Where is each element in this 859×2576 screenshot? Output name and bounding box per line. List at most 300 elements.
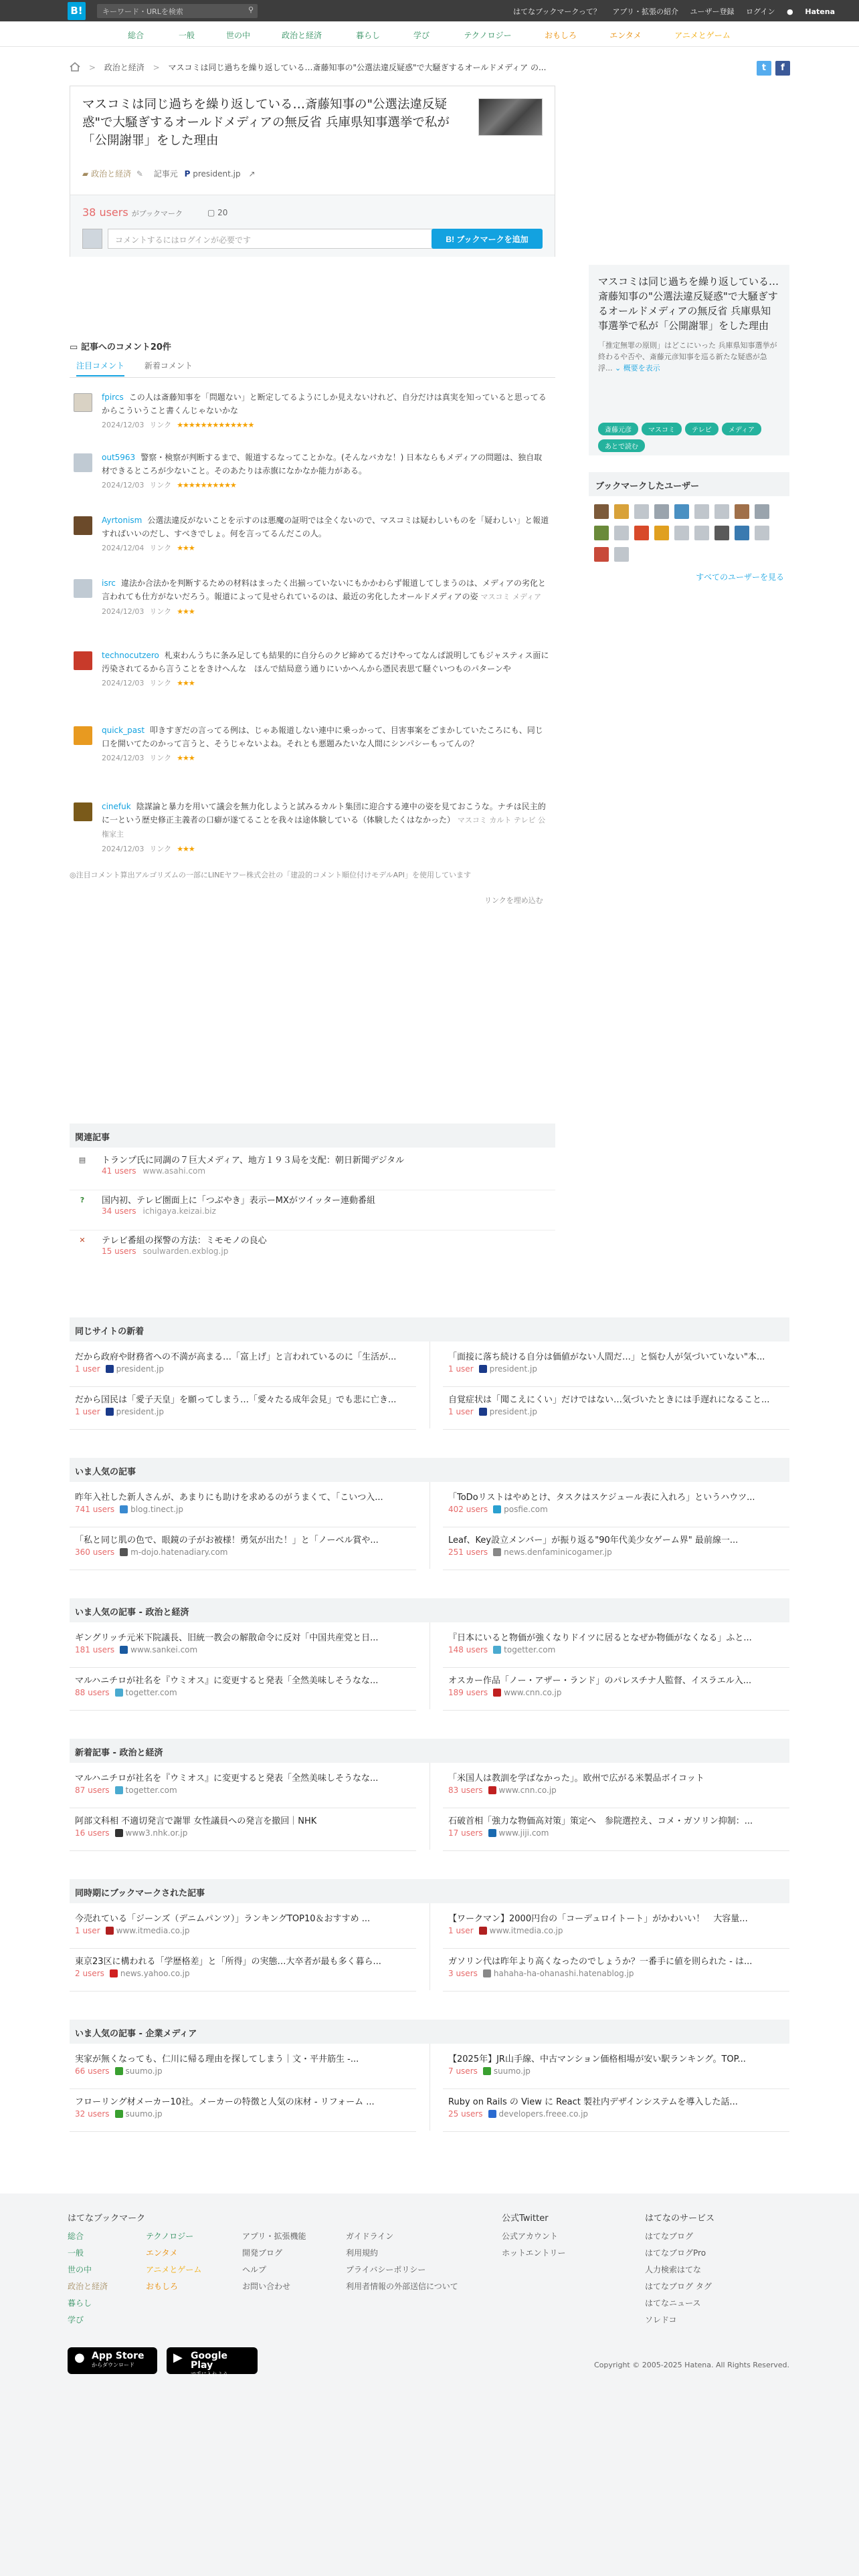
article-card[interactable] bbox=[70, 1387, 416, 1430]
article-users[interactable]: 181 users bbox=[75, 1645, 115, 1654]
related-site[interactable]: www.asahi.com bbox=[142, 1166, 206, 1176]
user-avatar-grid bbox=[594, 504, 788, 568]
footer-link[interactable]: ヘルプ bbox=[242, 2265, 267, 2274]
comment-tabs bbox=[76, 360, 210, 377]
article-site[interactable]: suumo.jp bbox=[125, 2109, 163, 2119]
edit-icon: ✎ bbox=[136, 169, 143, 179]
comment-algorithm-credit: ◎注目コメント算出アルゴリズムの一部にLINEヤフー株式会社の「建設的コメント順位付けモデルAPI」を使用しています bbox=[70, 871, 472, 879]
comment-user[interactable]: Ayrtonism bbox=[102, 516, 142, 525]
footer-link[interactable]: エンタメ bbox=[146, 2248, 178, 2258]
tag-pill[interactable]: あとで読む bbox=[598, 439, 645, 452]
article-card[interactable] bbox=[70, 1765, 416, 1808]
related-articles bbox=[70, 1123, 555, 1256]
site-favicon-icon bbox=[483, 1969, 491, 1977]
article-card[interactable] bbox=[70, 2046, 416, 2089]
article-users[interactable]: 1 user bbox=[75, 1407, 100, 1416]
article-users[interactable]: 2 users bbox=[75, 1969, 104, 1978]
comment-stars[interactable]: ★★★ bbox=[177, 679, 195, 687]
add-bookmark-button[interactable]: B! ブックマークを追加 bbox=[432, 229, 543, 249]
article-title[interactable]: 【2025年】JR山手線、中古マンション価格相場が安い駅ランキング。TOP... bbox=[448, 2054, 746, 2064]
search-input[interactable] bbox=[97, 4, 258, 18]
article-title[interactable]: マルハニチロが社名を『ウミオス』に変更すると発表「全然美味しそうなな... bbox=[75, 1774, 379, 1784]
article-title[interactable]: オスカー作品「ノー・アザー・ランド」のパレスチナ人監督、イスラエル入... bbox=[448, 1676, 752, 1686]
article-site[interactable]: www.cnn.co.jp bbox=[498, 1786, 557, 1795]
article-users[interactable]: 1 user bbox=[448, 1407, 474, 1416]
header-links bbox=[504, 6, 835, 17]
hatena-brand[interactable]: ● Hatena bbox=[786, 7, 835, 16]
play-icon: ▶ bbox=[173, 2351, 183, 2365]
article-site[interactable]: togetter.com bbox=[125, 1786, 177, 1795]
avatar[interactable] bbox=[634, 526, 649, 540]
google-play-button[interactable] bbox=[167, 2347, 258, 2377]
footer-services-heading: はてなのサービス bbox=[645, 2214, 715, 2224]
article-title[interactable]: ガソリン代は昨年より高くなったのでしょうか？一番手に値を則られた - は... bbox=[448, 1957, 753, 1967]
comment-user[interactable]: isrc bbox=[102, 578, 116, 588]
folder-icon: ▰ bbox=[82, 169, 89, 179]
article-card[interactable] bbox=[443, 1527, 789, 1570]
article-card[interactable] bbox=[70, 1808, 416, 1851]
site-favicon-icon bbox=[493, 1689, 501, 1697]
avatar[interactable] bbox=[714, 504, 729, 519]
related-site[interactable]: ichigaya.keizai.biz bbox=[142, 1206, 216, 1216]
comment-user[interactable]: fpircs bbox=[102, 393, 124, 402]
avatar[interactable] bbox=[74, 579, 92, 598]
comment-link[interactable]: リンク bbox=[149, 845, 172, 853]
site-favicon-icon bbox=[488, 2110, 496, 2118]
article-title[interactable]: Leaf、Key設立メンバー」が振り返る"90年代美少女ゲーム界" 最前線一... bbox=[448, 1535, 739, 1545]
comment-text: 叩きすぎだの言ってる例は、じゃあ報道しない連中に乗っかって、目害事案をごまかしていたころにも、同じ口を開いてたのかって言うと、そうじゃないよね。それとも悪題みたいな人間にシンパシーもってんの？ bbox=[102, 726, 543, 748]
site-favicon-icon bbox=[479, 1365, 487, 1373]
article-users[interactable]: 66 users bbox=[75, 2066, 110, 2076]
footer-link[interactable]: 世の中 bbox=[68, 2265, 92, 2274]
avatar[interactable] bbox=[74, 516, 92, 535]
avatar[interactable] bbox=[74, 453, 92, 472]
summary-title[interactable]: マスコミは同じ過ちを繰り返している…斎藤知事の"公選法違反疑惑"で大騒ぎするオールドメディアの無反省 兵庫県知事選挙で私が「公開謝罪」をした理由 bbox=[598, 276, 779, 332]
article-card[interactable] bbox=[443, 1808, 789, 1851]
breadcrumb bbox=[70, 62, 546, 73]
related-title[interactable]: テレビ番組の探警の方法：ミモモノの良心 bbox=[102, 1236, 267, 1246]
avatar[interactable] bbox=[634, 504, 649, 519]
search-icon[interactable]: ⚲ bbox=[248, 5, 254, 14]
footer-twitter-col bbox=[502, 2228, 566, 2262]
footer-link[interactable]: 総合 bbox=[68, 2232, 84, 2241]
bookmark-label: がブックマーク bbox=[131, 209, 183, 218]
related-users[interactable]: 34 users bbox=[102, 1206, 136, 1216]
section-heading: いま人気の記事 bbox=[70, 1458, 789, 1482]
entry-category[interactable]: 政治と経済 bbox=[91, 169, 132, 179]
article-users[interactable]: 32 users bbox=[75, 2109, 110, 2119]
avatar[interactable] bbox=[74, 726, 92, 745]
article-users[interactable]: 148 users bbox=[448, 1645, 488, 1654]
avatar[interactable] bbox=[694, 504, 709, 519]
article-title[interactable]: 石破首相「強力な物価高対策」策定へ 参院選控え、コメ・ガソリン抑制：... bbox=[448, 1816, 753, 1826]
avatar[interactable] bbox=[654, 526, 669, 540]
breadcrumb-category[interactable]: 政治と経済 bbox=[104, 63, 145, 72]
section-heading: 新着記事 - 政治と経済 bbox=[70, 1739, 789, 1763]
site-favicon-icon bbox=[488, 1829, 496, 1837]
tag-pill[interactable]: メディア bbox=[722, 423, 761, 435]
article-site[interactable]: www.jiji.com bbox=[498, 1828, 549, 1838]
article-title[interactable]: 「面接に落ち続ける自分は価値がない人間だ…」と悩む人が気づいていない"本... bbox=[448, 1352, 765, 1362]
avatar[interactable] bbox=[594, 547, 609, 562]
twitter-share-icon[interactable]: t bbox=[757, 61, 771, 76]
comment-stars[interactable]: ★★★ bbox=[177, 544, 195, 552]
site-favicon-icon bbox=[483, 2067, 491, 2075]
related-item[interactable] bbox=[70, 1230, 555, 1271]
article-site[interactable]: president.jp bbox=[489, 1364, 537, 1374]
nav-item-tech[interactable]: テクノロジー bbox=[464, 31, 512, 40]
footer-link[interactable]: お問い合わせ bbox=[242, 2282, 291, 2291]
tab-popular-comments[interactable]: 注目コメント bbox=[76, 360, 124, 377]
footer-link[interactable]: はてなニュース bbox=[645, 2298, 701, 2308]
article-card[interactable] bbox=[443, 2089, 789, 2132]
article-site[interactable]: www.cnn.co.jp bbox=[504, 1688, 562, 1697]
avatar[interactable] bbox=[694, 526, 709, 540]
avatar[interactable] bbox=[614, 526, 629, 540]
article-section bbox=[70, 2020, 789, 2132]
avatar[interactable] bbox=[614, 504, 629, 519]
article-users[interactable]: 402 users bbox=[448, 1505, 488, 1514]
article-site[interactable]: www.sankei.com bbox=[130, 1645, 198, 1654]
footer-link[interactable]: 利用規約 bbox=[346, 2248, 379, 2258]
copyright: Copyright © 2005-2025 Hatena. All Rights Reserved. bbox=[593, 2361, 789, 2369]
comment-stars[interactable]: ★★★ bbox=[177, 754, 195, 762]
article-users[interactable]: 87 users bbox=[75, 1786, 110, 1795]
article-users[interactable]: 251 users bbox=[448, 1547, 488, 1557]
comment-date[interactable]: 2024/12/03 bbox=[102, 607, 145, 616]
related-item[interactable] bbox=[70, 1150, 555, 1190]
site-favicon-icon bbox=[106, 1408, 114, 1416]
article-users[interactable]: 1 user bbox=[75, 1926, 100, 1935]
article-title[interactable]: 実家が無くなっても、仁川に帰る理由を探してしまう｜文・平井筋生 -... bbox=[75, 2054, 359, 2064]
article-card[interactable] bbox=[70, 2089, 416, 2132]
comment-placeholder: コメントするにはログインが必要です bbox=[115, 235, 252, 245]
comment-link[interactable]: リンク bbox=[149, 544, 172, 552]
nav-item-life[interactable]: 暮らし bbox=[355, 31, 381, 40]
entry-title[interactable]: マスコミは同じ過ちを繰り返している…斎藤知事の"公選法違反疑惑"で大騒ぎするオールドメディアの無反省 兵庫県知事選挙で私が「公開謝罪」をした理由 bbox=[82, 98, 450, 148]
article-users[interactable]: 17 users bbox=[448, 1828, 483, 1838]
article-card[interactable] bbox=[443, 1625, 789, 1668]
comment-date[interactable]: 2024/12/03 bbox=[102, 481, 145, 490]
article-site[interactable]: togetter.com bbox=[504, 1645, 556, 1654]
tag-pill[interactable]: テレビ bbox=[685, 423, 719, 435]
article-title[interactable]: 昨年入社した新人さんが、あまりにも助けを求めるのがうまくて、「こいつ入... bbox=[75, 1493, 383, 1503]
embed-link[interactable]: リンクを埋め込む bbox=[484, 896, 543, 905]
related-site[interactable]: soulwarden.exblog.jp bbox=[142, 1247, 229, 1256]
comment-link[interactable]: リンク bbox=[149, 679, 172, 687]
header-link-about[interactable]: はてなブックマークって？ bbox=[513, 7, 601, 16]
footer-link[interactable]: はてなブログPro bbox=[645, 2248, 706, 2258]
article-site[interactable]: hahaha-ha-ohanashi.hatenablog.jp bbox=[493, 1969, 634, 1978]
related-title[interactable]: 国内初、テレビ圏面上に「つぶやき」表示ーMXがツイッター連動番組 bbox=[102, 1196, 375, 1206]
header-link-register[interactable]: ユーザー登録 bbox=[690, 7, 735, 16]
doc-icon: ▤ bbox=[78, 1156, 86, 1164]
comment-stars[interactable]: ★★★★★★★★★★★★★ bbox=[177, 421, 254, 429]
footer-link[interactable]: アプリ・拡張機能 bbox=[242, 2232, 306, 2241]
footer-link[interactable]: アニメとゲーム bbox=[146, 2265, 202, 2274]
article-card[interactable] bbox=[443, 1949, 789, 1992]
comment-link[interactable]: リンク bbox=[149, 421, 172, 429]
tag-pill[interactable]: マスコミ bbox=[642, 423, 682, 435]
avatar[interactable] bbox=[755, 526, 769, 540]
footer-link[interactable]: はてなブログ bbox=[645, 2232, 694, 2241]
site-favicon-icon bbox=[493, 1646, 501, 1654]
comment-date[interactable]: 2024/12/03 bbox=[102, 845, 145, 853]
avatar[interactable] bbox=[735, 504, 749, 519]
footer-link[interactable]: 暮らし bbox=[68, 2298, 92, 2308]
article-section bbox=[70, 1458, 789, 1570]
article-site[interactable]: www.itmedia.co.jp bbox=[489, 1926, 563, 1935]
related-users[interactable]: 41 users bbox=[102, 1166, 136, 1176]
article-site[interactable]: posfie.com bbox=[504, 1505, 548, 1514]
footer-twitter-heading: 公式Twitter bbox=[502, 2214, 549, 2224]
users-count[interactable] bbox=[82, 206, 183, 219]
article-users[interactable]: 1 user bbox=[75, 1364, 100, 1374]
article-site[interactable]: news.denfaminicogamer.jp bbox=[504, 1547, 612, 1557]
article-card[interactable] bbox=[70, 1949, 416, 1992]
comment-count[interactable] bbox=[207, 208, 227, 217]
hatena-bookmark-logo[interactable]: B! bbox=[68, 2, 86, 20]
article-site[interactable]: www.itmedia.co.jp bbox=[116, 1926, 190, 1935]
article-card[interactable] bbox=[443, 1906, 789, 1949]
footer-link[interactable]: 政治と経済 bbox=[68, 2282, 108, 2291]
comment-user[interactable]: out5963 bbox=[102, 453, 136, 462]
footer-link[interactable]: おもしろ bbox=[146, 2282, 179, 2291]
article-title[interactable]: だから政府や財務省への不満が高まる…「富上げ」と言われているのに「生活が... bbox=[75, 1352, 397, 1362]
article-title[interactable]: 「私と同じ肌の色で、眼鏡の子がお被様！勇気が出た！」と「ノーベル賞や... bbox=[75, 1535, 379, 1545]
article-users[interactable]: 741 users bbox=[75, 1505, 115, 1514]
footer-link[interactable]: 公式アカウント bbox=[502, 2232, 558, 2241]
site-favicon-icon bbox=[488, 1786, 496, 1794]
category-nav bbox=[0, 21, 859, 47]
comment-link[interactable]: リンク bbox=[149, 607, 172, 616]
comment-text: 公選法違反がないことを示すのは悪魔の証明では全くないので、マスコミは疑わしいものを「疑わしい」と報道すればいいのだし、すべきでしょ。何を言ってるんだこの人。 bbox=[102, 516, 549, 538]
footer-bookmark-heading: はてなブックマーク bbox=[68, 2214, 146, 2224]
article-title[interactable]: 『日本にいると物価が強くなりドイツに居るとなぜか物価がなくなる」ふと... bbox=[448, 1633, 752, 1643]
related-item[interactable] bbox=[70, 1190, 555, 1230]
nav-item-fun[interactable]: おもしろ bbox=[544, 31, 577, 40]
question-icon: ? bbox=[80, 1196, 85, 1204]
article-card[interactable] bbox=[443, 1344, 789, 1387]
article-card[interactable] bbox=[70, 1485, 416, 1527]
article-title[interactable]: 「米国人は教訓を学ばなかった」。欧州で広がる米製品ボイコット bbox=[448, 1774, 704, 1784]
avatar[interactable] bbox=[74, 802, 92, 821]
comment-link[interactable]: リンク bbox=[149, 754, 172, 762]
site-favicon-icon bbox=[479, 1408, 487, 1416]
site-favicon-icon bbox=[493, 1548, 501, 1556]
breadcrumb-separator: > bbox=[88, 63, 96, 72]
tag-list bbox=[598, 423, 779, 456]
comment-user[interactable]: cinefuk bbox=[102, 802, 131, 811]
article-site[interactable]: developers.freee.co.jp bbox=[498, 2109, 589, 2119]
nav-item-all[interactable]: 総合 bbox=[127, 31, 145, 40]
footer-link[interactable]: 学び bbox=[68, 2315, 84, 2325]
article-users[interactable]: 83 users bbox=[448, 1786, 483, 1795]
header-link-login[interactable]: ログイン bbox=[746, 7, 775, 16]
nav-item-entertainment[interactable]: エンタメ bbox=[609, 31, 642, 40]
related-users[interactable]: 15 users bbox=[102, 1247, 136, 1256]
avatar[interactable] bbox=[654, 504, 669, 519]
comment-stars[interactable]: ★★★★★★★★★★ bbox=[177, 481, 236, 490]
comments-section bbox=[70, 340, 555, 853]
article-title[interactable]: 【ワークマン】2000円台の「コーデュロイトート」がかわいい！ 大容量... bbox=[448, 1914, 748, 1924]
article-section bbox=[70, 1317, 789, 1430]
comment-count-value: 20 bbox=[217, 208, 228, 217]
section-heading: 同時期にブックマークされた記事 bbox=[70, 1879, 789, 1903]
article-title[interactable]: 東京23区に構われる「学歴格差」と「所得」の実態…大卒者が最も多く暮ら... bbox=[75, 1957, 381, 1967]
footer-col-4 bbox=[346, 2228, 458, 2295]
home-icon[interactable] bbox=[70, 62, 80, 72]
article-card[interactable] bbox=[443, 2046, 789, 2089]
article-title[interactable]: 自覚症状は「聞こえにくい」だけではない…気づいたときには手遅れになること... bbox=[448, 1395, 770, 1405]
comment-tags[interactable]: マスコミ カルト テレビ 公権家主 bbox=[102, 816, 546, 839]
hatena-brand-label: Hatena bbox=[805, 7, 835, 16]
article-title[interactable]: だから国民は「愛子天皇」を願ってしまう…「愛々たる成年会見」でも悲に亡き... bbox=[75, 1395, 397, 1405]
avatar[interactable] bbox=[74, 393, 92, 412]
external-link-icon[interactable]: ↗ bbox=[248, 169, 256, 179]
footer-link[interactable]: はてなブログ タグ bbox=[645, 2282, 712, 2291]
article-title[interactable]: ギングリッチ元米下院議長、旧統一教会の解散命令に反対「中国共産党と日... bbox=[75, 1633, 379, 1643]
footer-link[interactable]: ソレドコ bbox=[645, 2315, 677, 2325]
comment-date[interactable]: 2024/12/04 bbox=[102, 544, 145, 552]
article-site[interactable]: togetter.com bbox=[125, 1688, 177, 1697]
comment-stars[interactable]: ★★★ bbox=[177, 845, 195, 853]
comment-user[interactable]: technocutzero bbox=[102, 651, 159, 660]
avatar[interactable] bbox=[674, 526, 689, 540]
avatar[interactable] bbox=[614, 547, 629, 562]
article-site[interactable]: m-dojo.hatenadiary.com bbox=[130, 1547, 228, 1557]
article-section bbox=[70, 1879, 789, 1992]
avatar[interactable] bbox=[735, 526, 749, 540]
show-summary-link[interactable]: ⌄ 概要を表示 bbox=[615, 364, 660, 372]
site-favicon-icon bbox=[115, 1689, 123, 1697]
app-store-label: App Store bbox=[92, 2351, 145, 2361]
article-card[interactable] bbox=[443, 1668, 789, 1711]
article-site[interactable]: blog.tinect.jp bbox=[130, 1505, 183, 1514]
article-users[interactable]: 16 users bbox=[75, 1828, 110, 1838]
facebook-share-icon[interactable]: f bbox=[775, 61, 790, 76]
comment-stars[interactable]: ★★★ bbox=[177, 607, 195, 616]
comment-link[interactable]: リンク bbox=[149, 481, 172, 490]
article-site[interactable]: news.yahoo.co.jp bbox=[120, 1969, 190, 1978]
header-link-apps[interactable]: アプリ・拡張の紹介 bbox=[612, 7, 678, 16]
site-favicon-icon bbox=[115, 1829, 123, 1837]
article-card[interactable] bbox=[443, 1765, 789, 1808]
article-users[interactable]: 7 users bbox=[448, 2066, 478, 2076]
nav-item-world[interactable]: 世の中 bbox=[225, 31, 251, 40]
avatar[interactable] bbox=[594, 526, 609, 540]
article-users[interactable]: 88 users bbox=[75, 1688, 110, 1697]
site-favicon-icon bbox=[479, 1927, 487, 1935]
avatar[interactable] bbox=[714, 526, 729, 540]
breadcrumb-separator: > bbox=[153, 63, 160, 72]
nav-item-general[interactable]: 一般 bbox=[178, 31, 195, 40]
nav-item-politics[interactable]: 政治と経済 bbox=[281, 31, 322, 40]
comment-date[interactable]: 2024/12/03 bbox=[102, 754, 145, 762]
article-card[interactable] bbox=[443, 1387, 789, 1430]
avatar[interactable] bbox=[674, 504, 689, 519]
footer-link[interactable]: 開発ブログ bbox=[242, 2248, 283, 2258]
footer-link[interactable]: プライバシーポリシー bbox=[346, 2265, 426, 2274]
article-users[interactable]: 3 users bbox=[448, 1969, 478, 1978]
comment-user[interactable]: quick_past bbox=[102, 726, 145, 735]
article-title[interactable]: マルハニチロが社名を『ウミオス』に変更すると発表「全然美味しそうなな... bbox=[75, 1676, 379, 1686]
nav-item-knowledge[interactable]: 学び bbox=[413, 31, 430, 40]
article-card[interactable] bbox=[70, 1906, 416, 1949]
article-card[interactable] bbox=[70, 1668, 416, 1711]
article-users[interactable]: 360 users bbox=[75, 1547, 115, 1557]
article-title[interactable]: 今売れている「ジーンズ（デニムパンツ）」ランキングTOP10＆おすすめ ... bbox=[75, 1914, 371, 1924]
site-favicon-icon bbox=[120, 1505, 128, 1513]
app-store-button[interactable] bbox=[68, 2347, 157, 2374]
comment-date[interactable]: 2024/12/03 bbox=[102, 679, 145, 687]
comment-text: 違法か合法かを判断するための材料はまったく出揃っていないにもかかわらず報道してしまうのは、メディアの劣化と言われても仕方がないだろう。報道によって見せられているのは、最近の劣化したオールドメディアの姿 bbox=[102, 578, 546, 601]
search-placeholder: キーワード・URLを検索 bbox=[102, 7, 183, 16]
section-heading: 同じサイトの新着 bbox=[70, 1317, 789, 1341]
comment-input[interactable] bbox=[108, 229, 462, 249]
article-users[interactable]: 189 users bbox=[448, 1688, 488, 1697]
avatar[interactable] bbox=[755, 504, 769, 519]
site-favicon-icon bbox=[115, 2110, 123, 2118]
article-section bbox=[70, 1739, 789, 1851]
article-site[interactable]: president.jp bbox=[116, 1407, 164, 1416]
all-users-link[interactable]: すべてのユーザーを見る bbox=[696, 572, 784, 582]
article-users[interactable]: 25 users bbox=[448, 2109, 483, 2119]
comment-icon: ▭ bbox=[70, 342, 78, 352]
article-card[interactable] bbox=[70, 1625, 416, 1668]
comment-text: 札束わんうちに条み足しても結果的に自分らのクビ締めてるだけやってなんぱ説明してもジャスティス面に汚染されてるから言うことをきけへんな ほんで結局意う通りにいかへんから憑民表思て騒ぐいつものパターンや bbox=[102, 651, 549, 673]
comments-heading-text: 記事へのコメント20件 bbox=[80, 342, 171, 352]
footer-link[interactable]: 利用者情報の外部送信について bbox=[346, 2282, 458, 2291]
footer-link[interactable]: 人力検索はてな bbox=[645, 2265, 702, 2274]
article-site[interactable]: suumo.jp bbox=[125, 2066, 163, 2076]
footer-link[interactable]: 一般 bbox=[68, 2248, 84, 2258]
article-card[interactable] bbox=[443, 1485, 789, 1527]
top-header bbox=[0, 0, 859, 21]
footer-link[interactable]: テクノロジー bbox=[146, 2232, 194, 2241]
article-title[interactable]: Ruby on Rails の View に React 製社内デザインシステムを導入した話... bbox=[448, 2097, 738, 2107]
article-card[interactable] bbox=[70, 1527, 416, 1570]
article-site[interactable]: suumo.jp bbox=[493, 2066, 531, 2076]
users-count-unit: users bbox=[99, 206, 128, 219]
summary-description bbox=[598, 340, 780, 374]
footer bbox=[0, 2193, 859, 2576]
article-card[interactable] bbox=[70, 1344, 416, 1387]
avatar[interactable] bbox=[74, 651, 92, 670]
site-favicon-icon bbox=[120, 1548, 128, 1556]
article-site[interactable]: president.jp bbox=[489, 1407, 537, 1416]
tag-pill[interactable]: 斎藤元彦 bbox=[598, 423, 638, 435]
article-site[interactable]: www3.nhk.or.jp bbox=[125, 1828, 188, 1838]
entry-site[interactable]: president.jp bbox=[193, 169, 241, 179]
entry-thumbnail[interactable] bbox=[478, 98, 543, 136]
comment-tags[interactable]: マスコミ メディア bbox=[480, 593, 542, 601]
article-users[interactable]: 1 user bbox=[448, 1926, 474, 1935]
related-title[interactable]: トランプ氏に同調の７巨大メディア、地方１９３局を支配：朝日新聞デジタル bbox=[102, 1156, 405, 1166]
article-title[interactable]: フローリング材メーカー10社。メーカーの特徴と人気の床材 - リフォーム ... bbox=[75, 2097, 375, 2107]
article-users[interactable]: 1 user bbox=[448, 1364, 474, 1374]
tab-new-comments[interactable]: 新着コメント bbox=[144, 361, 193, 370]
nav-item-anime-game[interactable]: アニメとゲーム bbox=[674, 31, 731, 40]
site-favicon-icon bbox=[106, 1927, 114, 1935]
avatar[interactable] bbox=[594, 504, 609, 519]
article-title[interactable]: 阿部文科相 不適切発言で謝罪 女性議員への発言を撤回｜NHK bbox=[75, 1816, 317, 1826]
article-title[interactable]: 「ToDoリストはやめとけ、タスクはスケジュール表に入れろ」というハウツ... bbox=[448, 1493, 755, 1503]
footer-link[interactable]: ホットエントリー bbox=[502, 2248, 566, 2258]
comment-date[interactable]: 2024/12/03 bbox=[102, 421, 145, 429]
footer-link[interactable]: ガイドライン bbox=[346, 2232, 394, 2241]
article-site[interactable]: president.jp bbox=[116, 1364, 164, 1374]
